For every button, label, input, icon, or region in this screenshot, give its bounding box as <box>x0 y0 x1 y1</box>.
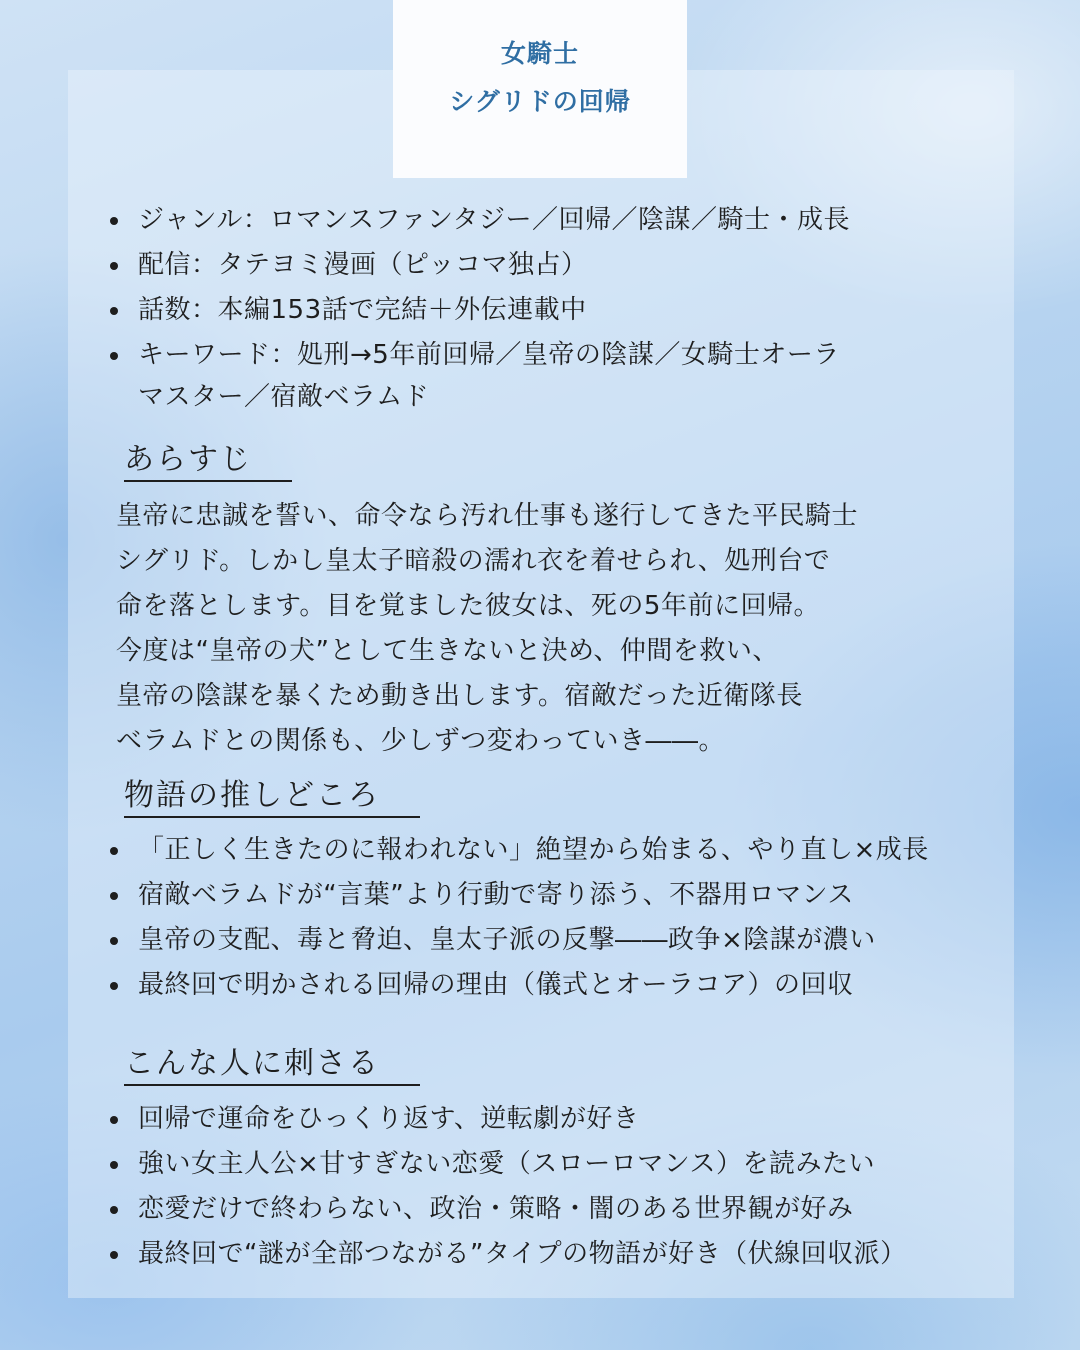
synopsis-body <box>116 494 858 764</box>
info-item-episodes: 話数：本編153話で完結＋外伝連載中 <box>108 288 850 333</box>
audience-list <box>108 1097 907 1277</box>
synopsis-line: 命を落とします。目を覚ました彼女は、死の5年前に回帰。 <box>116 591 820 621</box>
synopsis-heading: あらすじ <box>124 440 292 482</box>
audience-heading: こんな人に刺さる <box>124 1044 420 1086</box>
highlight-item: 宿敵ベラムドが“言葉”より行動で寄り添う、不器用ロマンス <box>108 873 929 918</box>
synopsis-line: 皇帝に忠誠を誓い、命令なら汚れ仕事も遂行してきた平民騎士 <box>116 501 859 531</box>
audience-item: 最終回で“謎が全部つながる”タイプの物語が好き（伏線回収派） <box>108 1232 907 1277</box>
audience-item: 強い女主人公×甘すぎない恋愛（スローロマンス）を読みたい <box>108 1142 907 1187</box>
info-item-distribution: 配信：タテヨミ漫画（ピッコマ独占） <box>108 243 850 288</box>
info-list <box>108 198 850 378</box>
synopsis-line: 今度は“皇帝の犬”として生きないと決め、仲間を救い、 <box>116 636 779 666</box>
title-card <box>393 0 687 178</box>
highlights-heading: 物語の推しどころ <box>124 776 420 818</box>
title-line-2: シグリドの回帰 <box>449 87 631 116</box>
audience-item: 回帰で運命をひっくり返す、逆転劇が好き <box>108 1097 907 1142</box>
synopsis-line: ベラムドとの関係も、少しずつ変わっていき――。 <box>116 726 725 756</box>
info-item-keywords: キーワード：処刑→5年前回帰／皇帝の陰謀／女騎士オーラ <box>108 333 850 378</box>
highlight-item: 「正しく生きたのに報われない」絶望から始まる、やり直し×成長 <box>108 828 929 873</box>
info-keywords-continuation: マスター／宿敵ベラムド <box>138 382 430 412</box>
synopsis-line: シグリド。しかし皇太子暗殺の濡れ衣を着せられ、処刑台で <box>116 546 831 576</box>
info-keywords-continuation-wrap <box>138 375 429 420</box>
highlight-item: 皇帝の支配、毒と脅迫、皇太子派の反撃――政争×陰謀が濃い <box>108 918 929 963</box>
audience-item: 恋愛だけで終わらない、政治・策略・闇のある世界観が好み <box>108 1187 907 1232</box>
highlights-list <box>108 828 929 1008</box>
synopsis-line: 皇帝の陰謀を暴くため動き出します。宿敵だった近衛隊長 <box>116 681 803 711</box>
title-line-1: 女騎士 <box>500 39 579 68</box>
info-item-genre: ジャンル：ロマンスファンタジー／回帰／陰謀／騎士・成長 <box>108 198 850 243</box>
highlight-item: 最終回で明かされる回帰の理由（儀式とオーラコア）の回収 <box>108 963 929 1008</box>
